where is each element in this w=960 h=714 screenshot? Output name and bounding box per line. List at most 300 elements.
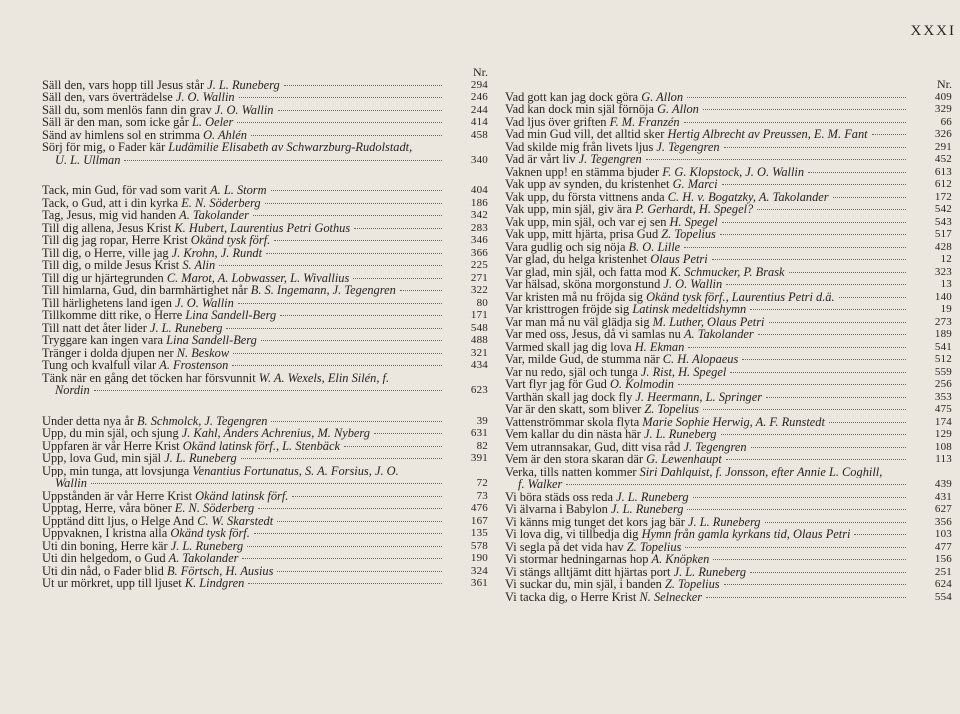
dot-leader (233, 353, 442, 354)
hymn-author: A. L. Storm (210, 183, 267, 197)
hymn-author: Latinsk medeltidshymn (632, 302, 747, 316)
hymn-title: Uppfaren är vår Herre Krist (42, 438, 183, 453)
hymn-title: Var nu redo, själ och tunga (505, 364, 641, 379)
hymn-author: J. L. Runeberg (164, 451, 237, 465)
dot-leader (766, 397, 906, 398)
hymn-title: Tillkomme ditt rike, o Herre (42, 308, 186, 322)
hymn-title: Upp, du min själ, och sjung (42, 426, 182, 440)
hymn-author: F. M. Franzén (609, 114, 680, 129)
hymn-title: Vi lova dig, vi tillbedja dig (505, 527, 642, 541)
dot-leader (566, 484, 906, 485)
hymn-number: 19 (940, 303, 952, 315)
hymn-number: 517 (934, 228, 952, 240)
hymn-number: 512 (934, 353, 952, 365)
hymn-number: 129 (934, 428, 952, 440)
hymn-number: 82 (476, 439, 488, 452)
hymn-number: 251 (934, 565, 952, 578)
hymn-author: E. N. Söderberg (174, 501, 255, 515)
hymn-title: Uppvaknen, I kristna alla (42, 526, 171, 540)
hymn-author-continued: U. L. Ullman (55, 152, 121, 167)
dot-leader (724, 584, 906, 585)
hymn-author: J. Heermann, L. Springer (635, 389, 763, 404)
hymn-number: 174 (934, 415, 952, 428)
hymn-number: 73 (476, 489, 488, 502)
dot-leader (254, 533, 442, 534)
hymn-author: F. G. Klopstock, J. O. Wallin (662, 164, 805, 179)
hymn-author: J. L. Runeberg (673, 564, 747, 579)
hymn-author: J. Kahl, Anders Achrenius, M. Nyberg (181, 426, 370, 440)
hymn-number: 72 (476, 477, 488, 489)
hymn-title: Till natt det åter lider (42, 320, 150, 335)
hymn-title: Uppstånden är vår Herre Krist (42, 488, 196, 503)
dot-leader (266, 253, 442, 254)
hymn-number: 346 (470, 234, 488, 246)
hymn-author: B. S. Ingemann, J. Tegengren (250, 283, 396, 297)
dot-leader (242, 558, 442, 559)
dot-leader (693, 497, 906, 498)
index-entry (42, 465, 488, 490)
hymn-number: 542 (934, 203, 952, 215)
dot-leader (248, 583, 442, 584)
hymn-author: A. Takolander (179, 208, 249, 222)
dot-leader (237, 122, 442, 123)
hymn-number: 172 (934, 190, 952, 203)
hymn-title: Upptänd ditt ljus, o Helge And (42, 513, 198, 528)
hymn-number: 171 (470, 309, 488, 321)
hymn-title: Vem kallar du din nästa här (505, 427, 645, 441)
hymn-number: 186 (470, 196, 488, 209)
hymn-number: 323 (934, 265, 952, 278)
hymn-number: 342 (470, 209, 488, 221)
hymn-title: Säll den, vars överträdelse (42, 90, 176, 104)
hymn-title: Upp, lova Gud, min själ (42, 451, 165, 465)
hymn-number: 541 (934, 340, 952, 353)
dot-leader (684, 247, 906, 248)
hymn-author: N. Beskow (176, 345, 230, 360)
hymn-author: M. Luther, Olaus Petri (652, 314, 765, 329)
hymn-title: Tryggare kan ingen vara (42, 333, 167, 347)
dot-leader (284, 85, 442, 86)
hymn-number: 476 (470, 502, 488, 514)
hymn-number: 294 (470, 78, 488, 91)
hymn-title: Tack, o Gud, att i din kyrka (42, 195, 182, 210)
entry-group (505, 91, 952, 604)
hymn-title: Vad min Gud vill, det alltid sker (505, 127, 668, 141)
hymn-author: B. Förtsch, H. Ausius (166, 563, 274, 578)
entry-group (42, 415, 488, 590)
hymn-number: 353 (934, 390, 952, 403)
hymn-title: Vak upp, min själ, och var ej sen (505, 214, 670, 229)
hymn-number: 329 (934, 103, 952, 115)
dot-leader (278, 110, 442, 111)
dot-leader (277, 571, 442, 572)
hymn-title: Vad är vårt liv (505, 152, 579, 166)
hymn-number: 246 (470, 91, 488, 103)
hymn-number: 66 (940, 115, 952, 128)
hymn-number: 108 (934, 440, 952, 453)
hymn-title: Var, milde Gud, de stumma när (505, 352, 663, 366)
hymn-author: Okänd tysk förf., Laurentius Petri d.ä. (646, 289, 835, 304)
hymn-title: Sänd av himlens sol en strimma (42, 127, 204, 142)
hymn-number: 321 (470, 346, 488, 359)
hymn-title: Vak upp, du första vittnens anda (505, 189, 668, 204)
left-column (42, 66, 488, 608)
hymn-number: 291 (934, 140, 952, 153)
dot-leader (238, 303, 442, 304)
hymn-title: Vattenströmmar skola flyta (505, 414, 643, 429)
hymn-number: 543 (934, 215, 952, 228)
dot-leader (808, 172, 906, 173)
hymn-title: Var är den skatt, som bliver (505, 402, 645, 416)
dot-leader (280, 315, 442, 316)
hymn-number: 39 (476, 414, 488, 427)
dot-leader (226, 328, 442, 329)
index-entry (42, 577, 488, 590)
hymn-author: J. L. Runeberg (207, 77, 280, 92)
hymn-author: Lina Sandell-Berg (166, 333, 257, 347)
hymn-author: W. A. Wexels, Elin Silén, f. (258, 371, 390, 384)
hymn-title: Till dig ur hjärtegrunden (42, 270, 167, 285)
hymn-author: A. Takolander (168, 551, 239, 565)
hymn-author: J. O. Wallin (175, 90, 235, 104)
hymn-number: 326 (934, 128, 952, 140)
hymn-title: Vart flyr jag för Gud (505, 377, 610, 391)
dot-leader (713, 559, 906, 560)
hymn-number: 324 (470, 564, 488, 577)
hymn-title: Vem är den stora skaran där (505, 452, 647, 466)
dot-leader (742, 359, 906, 360)
dot-leader (265, 203, 442, 204)
hymn-author: Okänd tysk förf. (170, 526, 250, 540)
hymn-title: Var man må nu väl glädja sig (505, 314, 653, 329)
hymn-author: J. O. Wallin (214, 102, 274, 117)
hymn-title: Vaknen upp! en stämma bjuder (505, 164, 663, 179)
hymn-number: 190 (470, 552, 488, 564)
hymn-number: 434 (470, 359, 488, 371)
hymn-number: 428 (934, 240, 952, 253)
hymn-title: Upp, min tunga, att lovsjunga (42, 464, 193, 477)
hymn-number: 140 (934, 290, 952, 303)
hymn-author: Siri Dahlquist, f. Jonsson, efter Annie L. Coghill, (639, 465, 883, 478)
hymn-number: 340 (470, 153, 488, 166)
hymn-title: Varmed skall jag dig lova (505, 339, 635, 354)
index-entry (42, 372, 488, 397)
dot-leader (722, 184, 906, 185)
dot-leader (646, 159, 906, 160)
index-entry (505, 466, 952, 491)
dot-leader (721, 434, 906, 435)
entry-group (42, 79, 488, 167)
hymn-author: Marie Sophie Herwig, A. F. Runstedt (642, 414, 825, 429)
dot-leader (758, 334, 906, 335)
dot-leader (685, 547, 906, 548)
hymn-author: Okänd latinsk förf., L. Stenbäck (182, 438, 340, 453)
dot-leader (872, 134, 906, 135)
hymn-title: Tack, min Gud, för vad som varit (42, 183, 211, 197)
hymn-author-continued: Wallin (55, 476, 87, 490)
hymn-author: A. Takolander (683, 327, 754, 341)
hymn-author: Ludämilie Elisabeth av Schwarzburg-Rudolstadt, (168, 141, 413, 154)
hymn-author: G. Allon (657, 102, 699, 116)
dot-leader (789, 272, 906, 273)
hymn-author: P. Gerhardt, H. Spegel? (635, 202, 754, 216)
hymn-author: K. Hubert, Laurentius Petri Gothus (174, 220, 351, 235)
index-entry (42, 452, 488, 465)
dot-leader (277, 521, 442, 522)
hymn-number: 475 (934, 403, 952, 415)
hymn-title: Var glad, min själ, och fatta mod (505, 264, 670, 279)
dot-leader (722, 222, 906, 223)
dot-leader (232, 365, 442, 366)
hymn-author: J. L. Runeberg (644, 427, 717, 441)
dot-leader (219, 265, 442, 266)
dot-leader (91, 483, 442, 484)
hymn-number: 439 (934, 478, 952, 490)
hymn-title: Vi stängs alltjämt ditt hjärtas port (505, 564, 674, 579)
hymn-title: Vi älvarna i Babylon (505, 502, 611, 516)
hymn-number: 431 (934, 490, 952, 503)
dot-leader (374, 433, 442, 434)
dot-leader (726, 459, 906, 460)
hymn-author: Hymn från gamla kyrkans tid, Olaus Petri (641, 527, 851, 541)
hymn-author: Olaus Petri (650, 252, 708, 266)
hymn-title: Vi stormar hedningarnas hop (505, 552, 652, 566)
dot-leader (253, 215, 442, 216)
dot-leader (247, 546, 442, 547)
hymn-author: H. Spegel (669, 214, 718, 229)
dot-leader (730, 372, 906, 373)
hymn-title: Till himlarna, Gud, din barmhärtighet når (42, 283, 251, 297)
dot-leader (769, 322, 907, 323)
hymn-number: 113 (935, 453, 952, 465)
hymn-title: Var hälsad, sköna morgonstund (505, 277, 664, 291)
hymn-title: Vad ljus över griften (505, 114, 610, 129)
hymn-author-continued: f. Walker (518, 477, 563, 491)
dot-leader (274, 240, 442, 241)
hymn-author: O. Ahlén (203, 127, 247, 142)
hymn-number: 135 (470, 527, 488, 539)
dot-leader (833, 197, 906, 198)
dot-leader (241, 458, 442, 459)
hymn-number: 273 (934, 315, 952, 328)
dot-leader (258, 508, 442, 509)
dot-leader (687, 97, 906, 98)
hymn-number: 631 (470, 427, 488, 439)
hymn-number: 103 (934, 528, 952, 540)
dot-leader (354, 228, 442, 229)
hymn-number: 404 (470, 184, 488, 196)
dot-leader (94, 390, 442, 391)
dot-leader (724, 147, 906, 148)
hymn-number: 627 (934, 503, 952, 515)
hymn-title: Var kristen må nu fröjda sig (505, 289, 647, 304)
entry-group (42, 184, 488, 397)
hymn-author: K. Lindgren (184, 576, 245, 590)
dot-leader (261, 340, 442, 341)
dot-leader (703, 109, 906, 110)
hymn-author: H. Ekman (634, 339, 685, 354)
dot-leader (687, 509, 906, 510)
hymn-title: Vak upp av synden, du kristenhet (505, 177, 673, 191)
hymn-author: J. L. Runeberg (688, 514, 761, 529)
hymn-number: 80 (476, 296, 488, 309)
hymn-author: J. Krohn, J. Rundt (171, 245, 263, 260)
hymn-title: Under detta nya år (42, 413, 137, 428)
hymn-author: J. Tegengren (578, 152, 642, 166)
dot-leader (829, 422, 906, 423)
index-entry (42, 141, 488, 166)
hymn-title: Tung och kvalfull vilar (42, 358, 160, 372)
dot-leader (757, 209, 906, 210)
nr-header-left: Nr. (473, 65, 488, 79)
hymn-title: Tag, Jesus, mig vid handen (42, 208, 180, 222)
dot-leader (854, 534, 906, 535)
dot-leader (271, 421, 442, 422)
hymn-title: Vad kan dock min själ förnöja (505, 102, 658, 116)
hymn-title: Vi tacka dig, o Herre Krist (505, 589, 640, 604)
hymn-title: Till dig jag ropar, Herre Krist (42, 233, 191, 247)
hymn-author: O. Kolmodin (609, 377, 674, 391)
hymn-author: J. L. Runeberg (170, 538, 244, 553)
hymn-title: Uti din helgedom, o Gud (42, 551, 169, 565)
hymn-title: Var kristtrogen fröjde sig (505, 302, 633, 316)
hymn-number: 283 (470, 221, 488, 234)
hymn-author: Okänd latinsk förf. (195, 488, 289, 503)
hymn-title: Till dig allena, Jesus Krist (42, 220, 175, 235)
hymn-author: C. Marot, A. Lobwasser, L. Wivallius (166, 270, 350, 285)
hymn-number: 366 (470, 246, 488, 259)
hymn-author: Z. Topelius (661, 227, 716, 241)
hymn-author: Hertig Albrecht av Preussen, E. M. Fant (667, 127, 868, 141)
hymn-title: Säll är den man, som icke går (42, 115, 193, 129)
dot-leader (124, 160, 442, 161)
hymn-title: Vara gudlig och sig nöja (505, 239, 629, 254)
dot-leader (688, 347, 906, 348)
hymn-title: Vi känns mig tunget det kors jag bär (505, 514, 689, 529)
hymn-author: B. O. Lille (628, 239, 681, 254)
hymn-author: G. Lewenhaupt (646, 452, 722, 466)
hymn-number: 612 (934, 178, 952, 190)
hymn-title: Till dig, o milde Jesus Krist (42, 258, 183, 272)
hymn-number: 458 (470, 128, 488, 141)
hymn-author: Lina Sandell-Berg (185, 308, 277, 322)
hymn-number: 488 (470, 334, 488, 346)
hymn-author: Z. Topelius (626, 539, 682, 554)
index-entry (42, 129, 488, 142)
right-column (505, 78, 952, 603)
hymn-title: Var med oss, Jesus, då vi samlas nu (505, 327, 684, 341)
hymn-title: Verka, tills natten kommer (505, 465, 640, 478)
hymn-title: Uti din boning, Herre kär (42, 538, 171, 553)
index-entry (505, 453, 952, 466)
hymn-author: Z. Topelius (664, 577, 720, 591)
dot-leader (684, 122, 906, 123)
hymn-title: Vem utrannsakar, Gud, ditt visa råd (505, 439, 684, 454)
hymn-author: G. Allon (641, 89, 684, 104)
hymn-title: Vak upp, mitt hjärta, prisa Gud (505, 227, 662, 241)
hymn-author-continued: Nordin (55, 383, 90, 397)
hymn-number: 361 (470, 577, 488, 589)
hymn-number: 391 (470, 452, 488, 464)
hymn-title: Säll du, som menlös fann din grav (42, 102, 215, 117)
hymn-number: 167 (470, 514, 488, 527)
nr-header-right: Nr. (937, 77, 952, 91)
dot-leader (750, 572, 906, 573)
hymn-number: 189 (934, 328, 952, 340)
hymn-author: A. Knöpken (651, 552, 710, 566)
hymn-title: Säll den, vars hopp till Jesus står (42, 77, 208, 92)
hymn-author: L. Oeler (192, 115, 234, 129)
dot-leader (751, 447, 906, 448)
page-number: XXXI (910, 23, 956, 39)
hymn-author: C. H. v. Bogatzky, A. Takolander (667, 189, 829, 204)
dot-leader (292, 496, 442, 497)
hymn-number: 578 (470, 539, 488, 552)
hymn-author: S. Alin (182, 258, 216, 272)
hymn-title: Vi suckar du, min själ, i banden (505, 577, 665, 591)
hymn-title: Tänk när en gång det töcken har försvunnit (42, 371, 259, 384)
hymn-author: G. Marci (672, 177, 718, 191)
hymn-number: 256 (934, 378, 952, 390)
dot-leader (344, 446, 442, 447)
dot-leader (720, 234, 906, 235)
dot-leader (750, 309, 906, 310)
dot-leader (839, 297, 906, 298)
hymn-number: 452 (934, 153, 952, 165)
hymn-author: K. Schmucker, P. Brask (669, 264, 785, 279)
hymn-title: Vad skilde mig från livets ljus (505, 139, 657, 154)
dot-leader (712, 259, 906, 260)
hymn-title: Upptag, Herre, våra böner (42, 501, 175, 515)
dot-leader (726, 284, 906, 285)
hymn-title: Uti din nåd, o Fader blid (42, 563, 167, 578)
dot-leader (271, 190, 442, 191)
hymn-author: E. N. Söderberg (181, 195, 261, 210)
hymn-author: Okänd tysk förf. (190, 233, 271, 247)
hymn-title: Vad gott kan jag dock göra (505, 89, 642, 104)
hymn-number: 477 (934, 540, 952, 553)
hymn-title: Var glad, du helga kristenhet (505, 252, 651, 266)
hymn-number: 613 (934, 165, 952, 178)
right-entries (505, 91, 952, 604)
hymn-author: J. Tegengren (656, 139, 720, 154)
hymn-title: Vak upp, min själ, giv ära (505, 202, 636, 216)
hymn-title: Tränger i dolda djupen ner (42, 345, 177, 360)
hymn-author: N. Selnecker (639, 589, 703, 604)
hymn-author: Z. Topelius (644, 402, 699, 416)
dot-leader (353, 278, 442, 279)
index-entry (42, 359, 488, 372)
dot-leader (703, 409, 906, 410)
dot-leader (765, 522, 906, 523)
hymn-author: Venantius Fortunatus, S. A. Forsius, J. O. (192, 464, 399, 477)
left-entries (42, 79, 488, 590)
hymn-number: 156 (934, 553, 952, 565)
hymn-author: A. Frostenson (159, 358, 229, 372)
hymn-author: J. Tegengren (683, 439, 747, 454)
dot-leader (706, 597, 906, 598)
hymn-title: Ut ur mörkret, upp till ljuset (42, 576, 185, 590)
hymn-number: 271 (470, 271, 488, 284)
hymn-author: J. L. Runeberg (610, 502, 684, 516)
hymn-number: 356 (934, 515, 952, 528)
hymn-author: B. Schmolck, J. Tegengren (136, 413, 268, 428)
hymn-author: J. Rist, H. Spegel (640, 364, 727, 379)
hymn-number: 624 (934, 578, 952, 590)
hymn-number: 548 (470, 321, 488, 334)
hymn-number: 225 (470, 259, 488, 271)
hymn-number: 244 (470, 103, 488, 116)
